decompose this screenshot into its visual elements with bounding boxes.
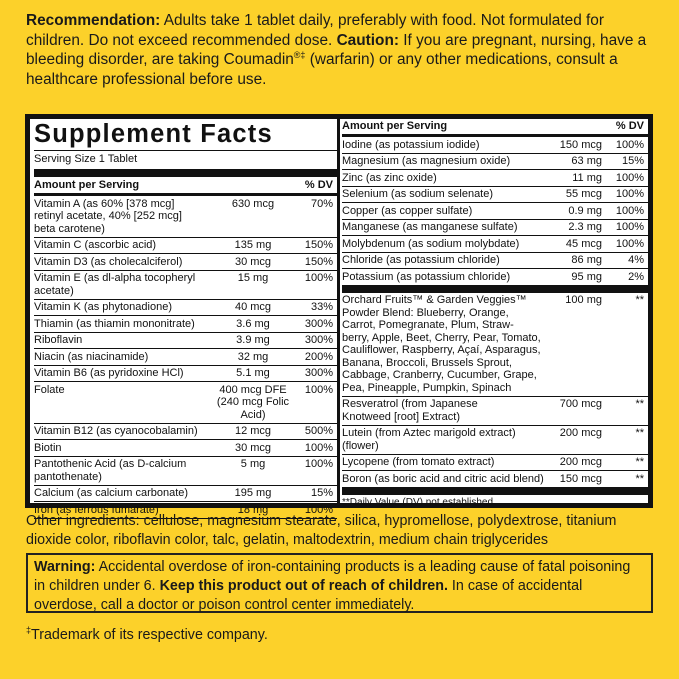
nutrient-amount: 30 mcg [234,255,272,268]
nutrient-row [342,426,648,455]
nutrient-row [342,293,648,397]
nutrient-row [342,236,648,253]
nutrient-dv: ** [635,427,644,439]
nutrient-dv: 150% [304,239,333,251]
nutrient-dv: 100% [304,503,333,516]
nutrient-dv: 200% [304,350,333,363]
nutrient-row [342,253,648,270]
left-column-header [34,177,337,196]
nutrient-row [342,220,648,237]
nutrient-dv: 100% [615,188,644,200]
other-ingredients: Other ingredients: cellulose, magnesium stearate, silica, hypromellose, polydextrose, titanium dioxide color, riboflavin color, talc, gelatin, maltodextrin, medium chain triglycerides [26,513,617,548]
nutrient-dv: ** [635,472,644,485]
nutrient-row [34,424,337,441]
nutrient-amount: 55 mcg [565,188,602,200]
nutrient-dv: 15% [310,487,333,499]
amount-per-serving-label: Amount per Serving [342,120,448,132]
nutrient-name: Pantothenic Acid (as D-calcium pantothenate) [34,458,187,483]
nutrient-row [342,137,648,154]
nutrient-name: Resveratrol (from Japanese Knotweed [root] Extract) [342,398,478,423]
facts-left-column [30,119,340,516]
nutrient-row [34,238,337,255]
nutrient-row [34,349,337,366]
nutrient-amount: 0.9 mg [568,204,602,217]
nutrient-amount: 100 mg [565,294,602,306]
nutrient-name: Vitamin B12 (as cyanocobalamin) [34,425,198,437]
facts-right-column [340,119,648,508]
nutrient-amount: 630 mcg [231,197,275,210]
nutrient-row [34,316,337,333]
nutrient-row [34,333,337,350]
nutrient-amount: 5.1 mg [236,367,270,379]
warning-box [26,553,653,613]
warning-label: Warning: [34,559,96,575]
right-mineral-list [342,137,648,286]
nutrient-dv: 100% [304,441,333,454]
nutrient-amount: 3.9 mg [236,334,270,346]
amount-per-serving-label: Amount per Serving [34,179,140,191]
nutrient-dv: 500% [304,425,333,437]
nutrient-dv: 300% [304,317,333,330]
nutrient-name: Molybdenum (as sodium molybdate) [342,237,520,250]
nutrient-dv: 100% [615,221,644,233]
nutrient-dv: ** [635,294,644,306]
nutrient-amount: 86 mg [571,254,602,266]
nutrient-name: Zinc (as zinc oxide) [342,171,437,184]
nutrient-dv: 100% [304,272,333,284]
trademark-note [26,626,426,645]
nutrient-amount: 135 mg [234,239,272,251]
nutrient-name: Manganese (as manganese sulfate) [342,221,518,233]
right-column-header [342,119,648,137]
nutrient-dv: 100% [615,204,644,217]
nutrient-name: Magnesium (as magnesium oxide) [342,155,511,167]
nutrient-dv: 150% [304,255,333,268]
supplement-facts-title: Supplement Facts [34,120,273,148]
double-dagger-symbol: ‡ [26,625,32,636]
left-nutrient-list [34,196,337,519]
nutrient-row [34,254,337,271]
recommendation-text [26,11,656,89]
nutrient-dv: ** [635,456,644,468]
nutrient-amount: 150 mcg [559,472,602,485]
nutrient-amount: 200 mcg [559,427,602,439]
nutrient-row [342,269,648,286]
nutrient-name: Vitamin C (ascorbic acid) [34,239,157,251]
nutrient-name: Selenium (as sodium selenate) [342,188,494,200]
nutrient-amount: 2.3 mg [568,221,602,233]
nutrient-dv: 100% [615,138,644,151]
nutrient-dv: 300% [304,367,333,379]
nutrient-dv: 2% [628,270,644,283]
nutrient-name: Lutein (from Aztec marigold extract) (flower) [342,427,516,452]
nutrient-amount: 200 mcg [559,456,602,468]
caution-label: Caution: [336,31,399,49]
nutrient-row [34,366,337,383]
divider-thick [34,169,337,177]
nutrient-name: Lycopene (from tomato extract) [342,456,495,468]
recommendation-label: Recommendation: [26,12,161,29]
nutrient-name: Boron (as boric acid and citric acid blend) [342,472,544,485]
nutrient-amount: 15 mg [237,272,269,284]
nutrient-amount: 700 mcg [559,398,602,410]
nutrient-name: Copper (as copper sulfate) [342,204,473,217]
nutrient-amount: 12 mcg [234,425,272,437]
nutrient-row [342,154,648,171]
nutrient-name: Biotin [34,441,62,454]
nutrient-dv: 4% [628,254,644,266]
nutrient-row [342,203,648,220]
nutrient-name: Chloride (as potassium chloride) [342,254,500,266]
nutrient-amount: 63 mg [571,155,602,167]
nutrient-amount: 3.6 mg [236,317,270,330]
warning-body-b: In case of accidental overdose, call a doctor or poison control center immediately. [34,578,583,613]
dv-label: % DV [304,179,333,191]
supplement-facts-panel [25,114,653,516]
nutrient-amount: 45 mcg [565,237,602,250]
nutrient-amount: 150 mcg [559,138,602,151]
nutrient-row [34,457,337,486]
serving-size: Serving Size 1 Tablet [34,150,337,169]
dv-footnote: **Daily Value (DV) not established. [342,496,496,508]
nutrient-row [34,382,337,424]
nutrient-name: Iron (as ferrous fumarate) [34,503,159,516]
nutrient-name: Calcium (as calcium carbonate) [34,487,189,499]
nutrient-name: Thiamin (as thiamin mononitrate) [34,317,195,330]
nutrient-dv: ** [635,398,644,410]
warning-body-a: Accidental overdose of iron-containing products is a leading cause of fatal poisoning in children under 6. [34,559,631,594]
trademark-superscript: ®‡ [293,49,306,60]
caution-body-b: (warfarin) or any other medications, consult a healthcare professional before use. [26,51,618,88]
nutrient-amount: 18 mg [237,503,269,516]
nutrient-name: Vitamin A (as 60% [378 mcg] retinyl acetate, 40% [252 mcg] beta carotene) [34,197,182,235]
nutrient-dv: 15% [621,155,644,167]
right-blend-list [342,293,648,488]
nutrient-name: Potassium (as potassium chloride) [342,270,511,283]
nutrient-row [34,300,337,317]
nutrient-name: Orchard Fruits™ & Garden Veggies™ Powder Blend: Blueberry, Orange, Carrot, Pomegranate, Plum, Straw- berry, Apple, Beet, Cherry, Pear, Tomato, Cauliflower, Raspberry, Açaí, Asparagus, Banana, Broccoli, Brussels Sprout, Cabbage, Cranberry, Cucumber, Grape, Pea, Pineapple, Pumpkin, Spinach [342,294,541,394]
nutrient-row [34,486,337,503]
nutrient-row [34,271,337,300]
nutrient-row [342,187,648,204]
nutrient-dv: 100% [304,383,333,396]
nutrient-dv: 100% [615,237,644,250]
nutrient-row [34,440,337,457]
nutrient-row [342,455,648,472]
caution-body-a: If you are pregnant, nursing, have a bleeding disorder, are taking Coumadin [26,31,647,68]
nutrient-name: Vitamin B6 (as pyridoxine HCl) [34,367,184,379]
nutrient-amount: 11 mg [572,171,602,184]
divider-thick [342,286,648,293]
nutrient-amount: 32 mg [237,350,269,363]
nutrient-dv: 70% [310,197,333,210]
nutrient-name: Folate [34,383,65,396]
nutrient-dv: 100% [304,458,333,470]
nutrient-row [342,170,648,187]
nutrient-amount: 40 mcg [234,301,272,313]
nutrient-row [34,196,337,238]
nutrient-name: Vitamin D3 (as cholecalciferol) [34,255,183,268]
nutrient-amount: 5 mg [240,458,266,470]
warning-bold: Keep this product out of reach of children. [159,578,448,594]
divider-thick [342,488,648,495]
nutrient-name: Iodine (as potassium iodide) [342,138,480,151]
nutrient-row [342,397,648,426]
nutrient-dv: 100% [615,171,644,184]
nutrient-dv: 300% [304,334,333,346]
nutrient-name: Niacin (as niacinamide) [34,350,149,363]
nutrient-name: Vitamin E (as dl-alpha tocopheryl acetate) [34,272,196,297]
dv-label: % DV [615,120,644,132]
nutrient-amount: 95 mg [571,270,602,283]
trademark-text: Trademark of its respective company. [31,627,268,643]
nutrient-amount: 400 mcg DFE (240 mcg Folic Acid) [216,383,290,421]
nutrient-dv: 33% [310,301,333,313]
recommendation-body: Adults take 1 tablet daily, preferably with food. Not formulated for children. Do not exceed recommended dose. [26,12,604,49]
nutrient-row [342,471,648,488]
nutrient-name: Vitamin K (as phytonadione) [34,301,172,313]
nutrient-amount: 30 mcg [234,441,272,454]
nutrient-amount: 195 mg [234,487,272,499]
nutrient-name: Riboflavin [34,334,83,346]
